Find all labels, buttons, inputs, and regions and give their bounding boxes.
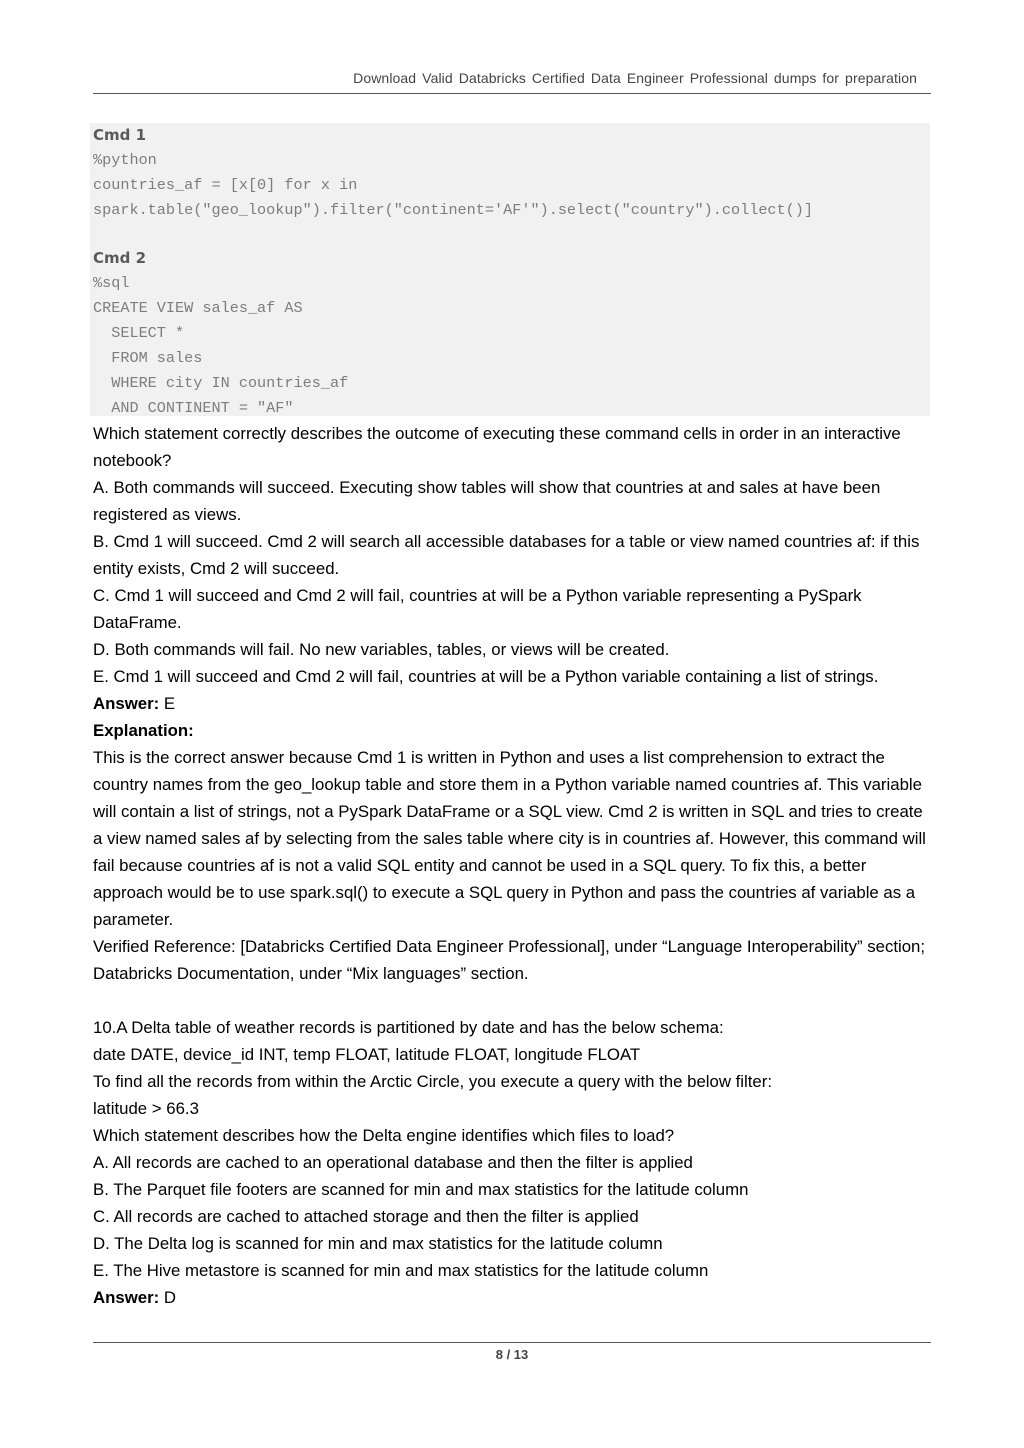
q10-schema: date DATE, device_id INT, temp FLOAT, latitude FLOAT, longitude FLOAT xyxy=(93,1045,641,1064)
q9-option-a: A. Both commands will succeed. Executing show tables will show that countries at and sales at have been registered as views. xyxy=(93,478,881,524)
q9-explanation: This is the correct answer because Cmd 1 is written in Python and uses a list comprehension to extract the country names from the geo_lookup table and store them in a Python variable named countries af. This variable will contain a list of strings, not a PySpark DataFrame or a SQL view. Cmd 2 is written in SQL and tries to create a view named sales af by selecting from the sales table where city is in countries af. However, this command will fail because countries af is not a valid SQL entity and cannot be used in a SQL query. To fix this, a better approach would be to use spark.sql() to execute a SQL query in Python and pass the countries af variable as a parameter. xyxy=(93,748,926,929)
spacer xyxy=(93,987,935,1014)
q9-option-d: D. Both commands will fail. No new variables, tables, or views will be created. xyxy=(93,640,670,659)
q10-option-d: D. The Delta log is scanned for min and max statistics for the latitude column xyxy=(93,1234,663,1253)
header-divider xyxy=(93,93,931,94)
q10-option-e: E. The Hive metastore is scanned for min and max statistics for the latitude column xyxy=(93,1261,709,1280)
q10-option-b: B. The Parquet file footers are scanned for min and max statistics for the latitude column xyxy=(93,1180,749,1199)
answer-label: Answer: xyxy=(93,694,160,713)
explanation-label: Explanation: xyxy=(93,721,194,740)
cmd2-label: Cmd 2 xyxy=(93,249,147,267)
q9-option-e: E. Cmd 1 will succeed and Cmd 2 will fail, countries at will be a Python variable containing a list of strings. xyxy=(93,667,879,686)
answer-label: Answer: xyxy=(93,1288,160,1307)
q9-question: Which statement correctly describes the outcome of executing these command cells in order in an interactive notebook? xyxy=(93,424,901,470)
answer-value: E xyxy=(159,694,176,713)
q10-filter-intro: To find all the records from within the Arctic Circle, you execute a query with the below filter: xyxy=(93,1072,773,1091)
cmd1-code: %python countries_af = [x[0] for x in spark.table("geo_lookup").filter("continent='AF'").select("country").collect()] xyxy=(93,151,814,219)
q9-reference: Verified Reference: [Databricks Certified Data Engineer Professional], under “Language Interoperability” section; Databricks Documentation, under “Mix languages” section. xyxy=(93,937,926,983)
q10-prompt: Which statement describes how the Delta engine identifies which files to load? xyxy=(93,1126,675,1145)
footer-divider xyxy=(93,1342,931,1343)
q10-answer xyxy=(93,1284,935,1311)
q10-option-a: A. All records are cached to an operational database and then the filter is applied xyxy=(93,1153,693,1172)
q10-question: 10.A Delta table of weather records is partitioned by date and has the below schema: xyxy=(93,1018,724,1037)
q9-answer xyxy=(93,690,935,717)
q9-option-b: B. Cmd 1 will succeed. Cmd 2 will search all accessible databases for a table or view named countries af: if this entity exists, Cmd 2 will succeed. xyxy=(93,532,920,578)
cmd1-label: Cmd 1 xyxy=(93,126,147,144)
cmd2-code: %sql CREATE VIEW sales_af AS SELECT * FROM sales WHERE city IN countries_af AND CONTINENT = "AF" xyxy=(93,274,349,417)
code-screenshot xyxy=(90,123,930,416)
page-header: Download Valid Databricks Certified Data Engineer Professional dumps for preparation xyxy=(353,70,917,86)
document-body xyxy=(93,420,935,1311)
q10-option-c: C. All records are cached to attached storage and then the filter is applied xyxy=(93,1207,639,1226)
page-number: 8 / 13 xyxy=(495,1347,529,1362)
q9-option-c: C. Cmd 1 will succeed and Cmd 2 will fail, countries at will be a Python variable representing a PySpark DataFrame. xyxy=(93,586,862,632)
answer-value: D xyxy=(159,1288,176,1307)
q10-filter: latitude > 66.3 xyxy=(93,1099,199,1118)
